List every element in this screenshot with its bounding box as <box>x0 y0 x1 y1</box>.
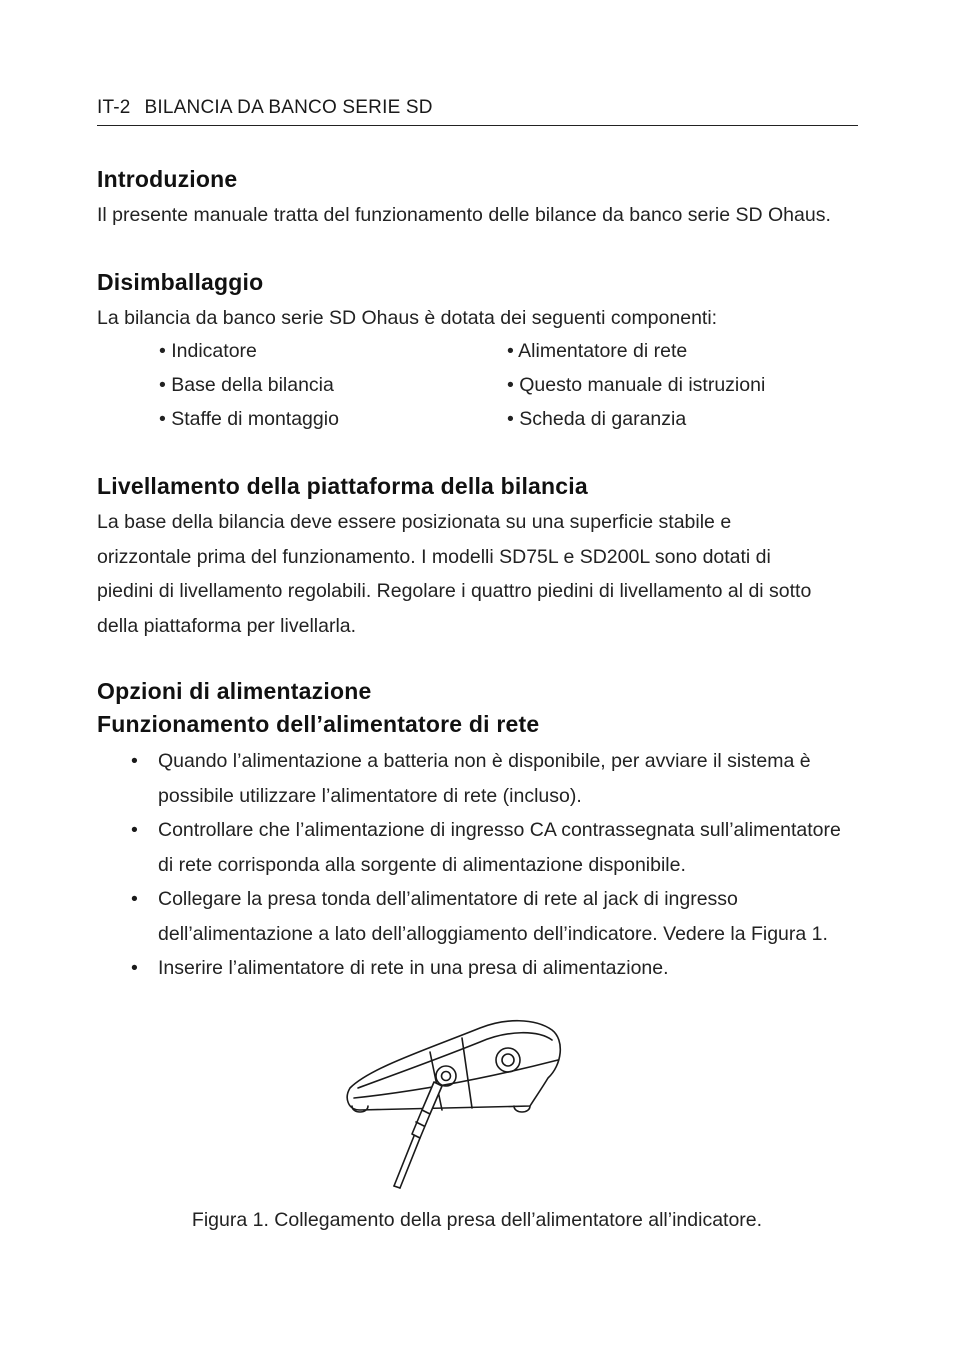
leveling-line: orizzontale prima del funzionamento. I modelli SD75L e SD200L sono dotati di <box>97 546 771 568</box>
unpacking-text: La bilancia da banco serie SD Ohaus è dotata dei seguenti componenti: <box>97 307 718 329</box>
component-item: • Base della bilancia <box>159 374 334 396</box>
figure-caption: Figura 1. Collegamento della presa dell’alimentatore all’indicatore. <box>191 1209 763 1231</box>
power-subheading: Funzionamento dell’alimentatore di rete <box>97 711 540 737</box>
bullet-line: Controllare che l’alimentazione di ingresso CA contrassegnata sull’alimentatore <box>158 819 841 841</box>
leveling-line: La base della bilancia deve essere posizionata su una superficie stabile e <box>97 511 732 533</box>
intro-heading: Introduzione <box>97 166 238 192</box>
leveling-line: della piattaforma per livellarla. <box>97 615 357 637</box>
bullet-line: Collegare la presa tonda dell’alimentatore di rete al jack di ingresso <box>158 888 738 910</box>
power-heading: Opzioni di alimentazione <box>97 678 372 704</box>
leveling-line: piedini di livellamento regolabili. Regolare i quattro piedini di livellamento al di sotto <box>97 580 812 602</box>
component-item: • Scheda di garanzia <box>507 408 687 430</box>
bullet-line: dell’alimentazione a lato dell’alloggiamento dell’indicatore. Vedere la Figura 1. <box>158 922 828 945</box>
component-item: • Questo manuale di istruzioni <box>507 374 766 396</box>
bullet-item <box>158 882 858 951</box>
header-rule <box>97 125 858 126</box>
bullet-item <box>158 813 858 882</box>
bullet-line: possibile utilizzare l’alimentatore di rete (incluso). <box>158 784 582 807</box>
bullet-line: Quando l’alimentazione a batteria non è disponibile, per avviare il sistema è <box>158 750 811 772</box>
intro-text: Il presente manuale tratta del funzionamento delle bilance da banco serie SD Ohaus. <box>97 204 831 226</box>
component-item: • Staffe di montaggio <box>159 408 339 430</box>
bullet-dot: • <box>131 888 138 910</box>
bullet-dot: • <box>131 957 138 979</box>
bullet-item <box>158 744 858 813</box>
running-title: BILANCIA DA BANCO SERIE SD <box>144 97 433 118</box>
bullet-dot: • <box>131 750 138 772</box>
running-header <box>97 97 433 119</box>
bullet-line: di rete corrisponda alla sorgente di alimentazione disponibile. <box>158 853 686 876</box>
bullet-dot: • <box>131 819 138 841</box>
leveling-heading: Livellamento della piattaforma della bilancia <box>97 473 588 499</box>
component-item: • Indicatore <box>159 340 257 362</box>
unpacking-heading: Disimballaggio <box>97 269 264 295</box>
indicator-power-jack-illustration <box>330 1010 580 1195</box>
page-number: IT-2 <box>97 97 131 118</box>
component-item: • Alimentatore di rete <box>507 340 688 362</box>
bullet-line: Inserire l’alimentatore di rete in una presa di alimentazione. <box>158 957 669 979</box>
bullet-item <box>158 951 858 986</box>
